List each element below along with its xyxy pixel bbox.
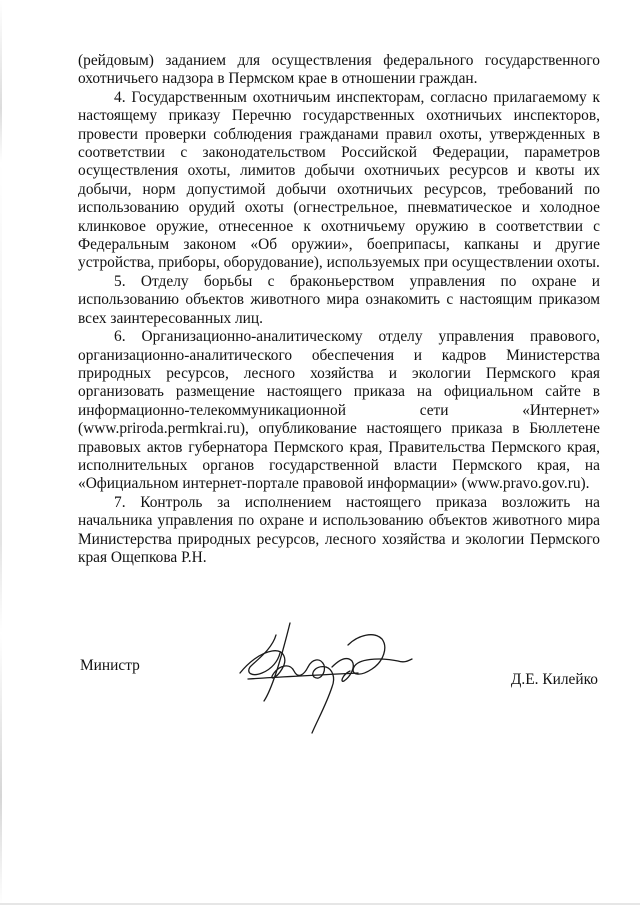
paragraph-item-4: 4. Государственным охотничьим инспекторам, согласно прилагаемому к настоящему приказу Перечню государственных охотничьих инспекторов, провести проверки соблюдения гражданами правил охоты, утвержденных в соответствии с законодательством Российской Федерации, параметров осуществления охоты, лимитов добычи охотничьих ресурсов и квоты их добычи, норм допустимой добычи охотничьих ресурсов, требований по использованию орудий охоты (огнестрельное, пневматическое и холодное клинковое оружие, отнесенное к охотничьему оружию в соответствии с Федеральным законом «Об оружии», боеприпасы, капканы и другие устройства, приборы, оборудование), используемых при осуществлении охоты. <box>78 88 600 272</box>
scan-edge <box>0 0 2 905</box>
signer-position: Министр <box>80 657 140 674</box>
signer-name: Д.Е. Килейко <box>510 671 598 688</box>
signature-block <box>0 615 640 745</box>
handwritten-signature <box>228 615 418 740</box>
document-body <box>78 52 600 567</box>
paragraph-item-5: 5. Отделу борьбы с браконьерством управления по охране и использованию объектов животного мира ознакомить с настоящим приказом всех заинтересованных лиц. <box>78 272 600 327</box>
paragraph-continuation: (рейдовым) заданием для осуществления федерального государственного охотничьего надзора в Пермском крае в отношении граждан. <box>78 52 600 88</box>
paragraph-item-7: 7. Контроль за исполнением настоящего приказа возложить на начальника управления по охране и использованию объектов животного мира Министерства природных ресурсов, лесного хозяйства и экологии Пермского края Ощепкова Р.Н. <box>78 493 600 566</box>
paragraph-item-6: 6. Организационно-аналитическому отделу управления правового, организационно-аналитического обеспечения и кадров Министерства природных ресурсов, лесного хозяйства и экологии Пермского края организовать размещение настоящего приказа на официальном сайте в информационно-телекоммуникационной сети «Интернет» (www.priroda.permkrai.ru), опубликование настоящего приказа в Бюллетене правовых актов губернатора Пермского края, Правительства Пермского края, исполнительных органов государственной власти Пермского края, на «Официальном интернет-портале правовой информации» (www.pravo.gov.ru). <box>78 328 600 493</box>
